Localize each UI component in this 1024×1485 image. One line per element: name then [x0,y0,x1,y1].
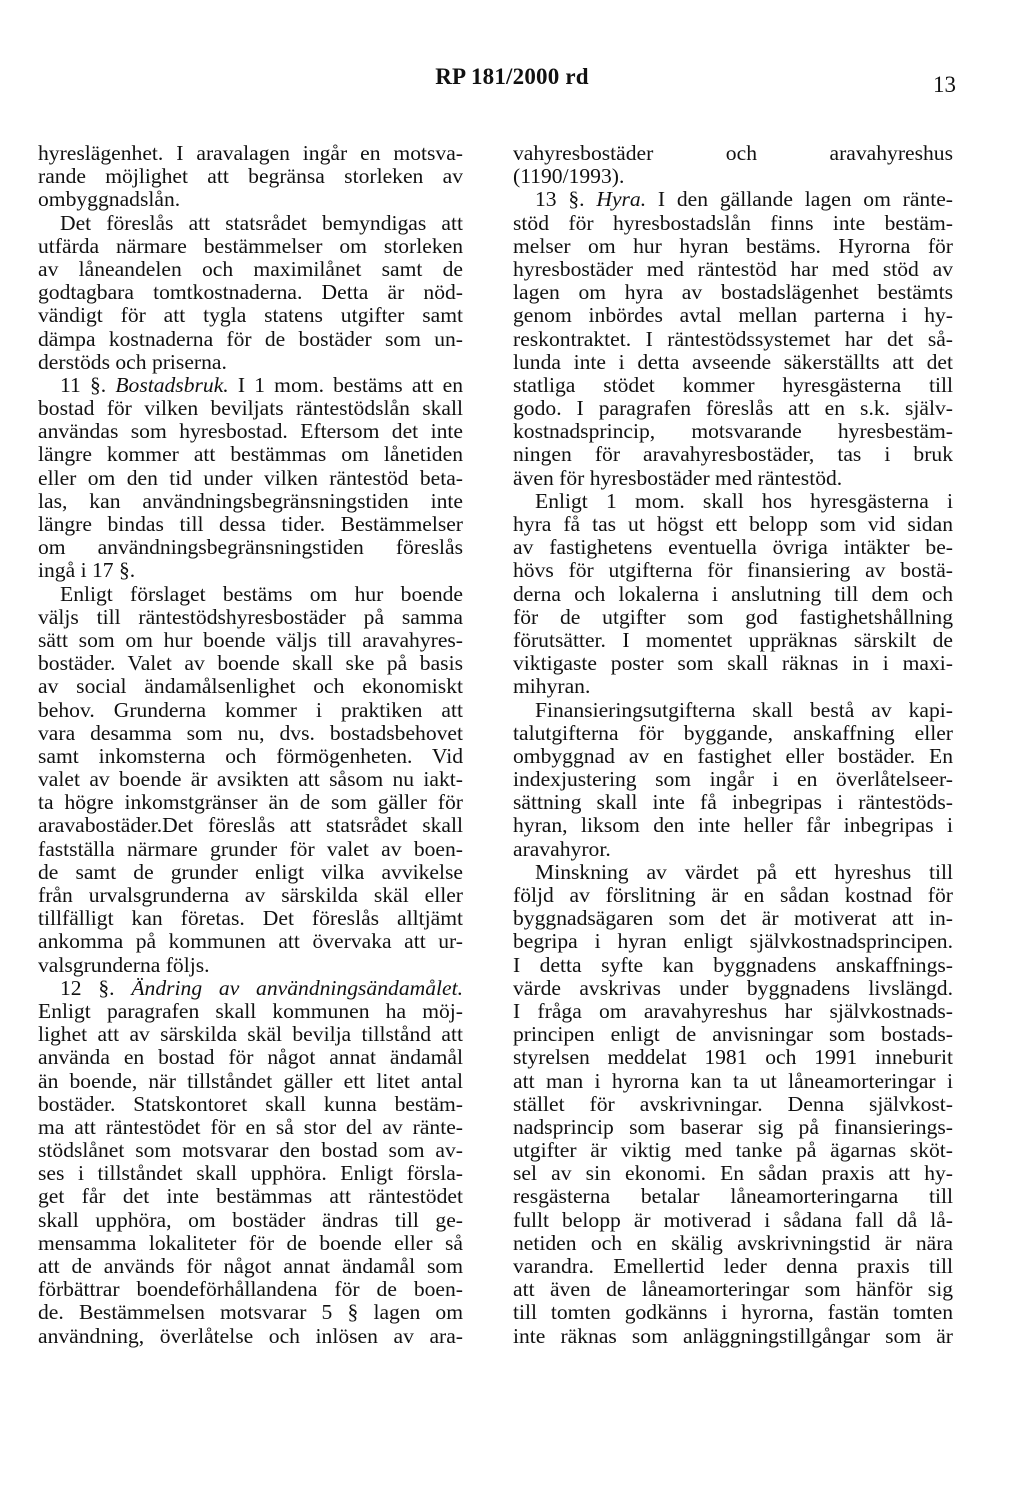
text-line [38,513,463,536]
text-line [513,1162,953,1185]
text-line [38,1070,463,1093]
text-line [38,212,463,235]
line-text: utfärda närmare bestämmelser om storleken [38,234,463,258]
line-text: Enligt förslaget bestäms om hur boende [60,582,463,606]
text-line [513,420,953,443]
line-text: lunda inte i detta avseende säkerställts att det [513,350,953,374]
line-text: ses i tillståndet skall upphöra. Enligt försla- [38,1162,463,1186]
line-text: stödslånet som motsvarar den bostad som av- [38,1139,463,1163]
line-text: ta högre inkomstgränser än de som gäller för [38,791,463,815]
text-line [38,930,463,953]
line-text: hyreslägenhet. I aravalagen ingår en motsva- [38,142,463,165]
line-text: aravahyror. [513,836,611,861]
text-line [513,513,953,536]
text-line [513,907,953,930]
text-line [513,1255,953,1278]
line-text: följd av förslitning är en sådan kostnad för [513,884,953,907]
text-line [513,536,953,559]
line-text: reskontraktet. I räntestödssystemet har det så- [513,327,953,351]
text-line [38,1046,463,1069]
text-line [513,328,953,351]
text-line [38,351,463,374]
text-line [513,652,953,675]
text-line [513,490,953,513]
text-line [38,699,463,722]
line-text: Enligt paragrafen skall kommunen ha möj- [38,999,463,1023]
text-line [38,977,463,1000]
line-text: att de används för något annat ändamål som [38,1255,463,1278]
text-line [38,490,463,513]
text-line [513,884,953,907]
line-text: till tomten godkänns i hyrorna, fastän tomten [513,1301,953,1325]
line-text: stället för avskrivningar. Denna självkost- [513,1092,953,1116]
text-line [513,1301,953,1324]
line-text: värde avskrivas under byggnadens livslängd. [513,976,953,1000]
text-line [38,1232,463,1255]
text-line [513,1116,953,1139]
line-text: nadsprincip som baserar sig på finansierings- [513,1115,953,1139]
text-line [513,258,953,281]
text-line [38,165,463,188]
left-column [38,142,463,1348]
line-text: 13 §. [535,188,597,212]
line-text: stöd för hyresbostadslån finns inte bestäm- [513,211,953,235]
line-text: valet av boende är avsikten att såsom nu iakt- [38,768,463,792]
line-text: de samt de grunder enligt vilka avvikelse [38,860,463,884]
line-text: att även de låneamorteringar som hänför sig [513,1278,953,1302]
text-line [38,1278,463,1301]
line-text: om användningsbegränsningstiden föreslås [38,536,463,560]
text-line [513,745,953,768]
line-text: melser om hur hyran bestäms. Hyrorna för [513,234,953,258]
text-line [38,1093,463,1116]
line-text: sel av sin ekonomi. En sådan praxis att hy- [513,1162,953,1186]
text-line [38,768,463,791]
line-text: ombyggnad av en fastighet eller bostäder. En [513,744,953,768]
text-line [513,1325,953,1348]
line-text: derna och lokalerna i anslutning till dem och [513,582,953,606]
text-line [38,536,463,559]
line-text: I 1 mom. bestäms att en [228,373,463,397]
line-text: även för hyresbostäder med räntestöd. [513,465,843,490]
text-line [513,304,953,327]
text-line [38,652,463,675]
document-id: RP 181/2000 rd [435,64,589,89]
line-text: hyran, liksom den inte heller får inbegripas i [513,814,953,838]
line-text: sättning skall inte få inbegripas i räntestöds- [513,791,953,815]
line-text: lagen om hyra av bostadslägenhet bestämts [513,281,953,305]
line-text: I detta syfte kan byggnadens anskaffnings- [513,953,953,977]
text-line [38,1023,463,1046]
text-line [513,351,953,374]
page-header [0,64,1024,100]
text-line [513,1139,953,1162]
line-text: användas som hyresbostad. Eftersom det inte [38,420,463,444]
section-heading: Hyra. [596,188,647,212]
line-text: hyresbostäder med räntestöd har med stöd av [513,257,953,281]
line-text: godo. I paragrafen föreslås att en s.k. själv- [513,397,953,421]
text-line [38,559,463,582]
line-text: statliga stödet kommer hyresgästerna till [513,373,953,397]
text-line [513,1209,953,1232]
line-text: än boende, när tillståndet gäller ett litet antal [38,1069,463,1093]
text-line [513,861,953,884]
text-line [38,304,463,327]
text-line [38,675,463,698]
text-line [38,328,463,351]
text-line [38,1162,463,1185]
line-text: netiden och en skälig avskrivningstid är nära [513,1231,953,1255]
line-text: samt inkomsterna och förmögenheten. Vid [38,744,463,768]
text-line [38,861,463,884]
section-heading: Bostadsbruk. [115,373,229,397]
text-line [513,1232,953,1255]
text-line [513,930,953,953]
text-line [513,281,953,304]
text-line [38,606,463,629]
text-line [513,165,953,188]
text-line [38,258,463,281]
text-line [38,583,463,606]
line-text: bostad för vilken beviljats räntestödslån skall [38,397,463,421]
line-text: 11 §. [60,373,116,397]
line-text: av social ändamålsenlighet och ekonomiskt [38,675,463,699]
line-text: de. Bestämmelsen motsvarar 5 § lagen om [38,1301,463,1325]
line-text: utgifter är viktig med tanke på ägarnas sköt- [513,1139,953,1163]
line-text: rande möjlighet att begränsa storleken av [38,165,463,189]
line-text: vändigt för att tygla statens utgifter samt [38,304,463,328]
text-line [513,629,953,652]
line-text: 12 §. [60,976,132,1000]
text-line [513,606,953,629]
line-text: användning, överlåtelse och inlösen av ara- [38,1324,463,1348]
text-line [513,1046,953,1069]
line-text: begripa i hyran enligt självkostnadsprincipen. [513,930,953,954]
text-line [38,1325,463,1348]
line-text: ankomma på kommunen att övervaka att ur- [38,930,463,954]
line-text: av låneandelen och maximilånet samt de [38,257,463,281]
text-line [513,212,953,235]
line-text: sätt som om hur boende väljs till aravahyres- [38,628,463,652]
text-line [513,977,953,1000]
line-text: förutsätter. I momentet uppräknas särskilt de [513,628,953,652]
line-text: eller om den tid under vilken räntestöd beta- [38,466,463,490]
text-line [38,838,463,861]
line-text: längre bindas till dessa tider. Bestämmelser [38,513,463,536]
text-line [513,675,953,698]
line-text: ombyggnadslån. [38,187,181,212]
line-text: bostäder. Valet av boende skall ske på basis [38,652,463,676]
right-column [513,142,953,1348]
text-line [38,814,463,837]
text-line [513,559,953,582]
line-text: valsgrunderna följs. [38,952,210,977]
line-text: vahyresbostäder och aravahyreshus [513,142,953,165]
line-text: förbättrar boendeförhållandena för de boen- [38,1278,463,1302]
text-line [513,1070,953,1093]
text-line [513,443,953,466]
line-text: fastställa närmare grunder för valet av boen- [38,837,463,861]
text-line [513,374,953,397]
line-text: resgästerna betalar låneamorteringarna till [513,1185,953,1209]
line-text: fullt belopp är motiverad i sådana fall då lå- [513,1208,953,1232]
text-line [513,954,953,977]
line-text: dämpa kostnaderna för de bostäder som un- [38,327,463,351]
text-line [513,699,953,722]
line-text: bostäder. Statskontoret skall kunna bestäm- [38,1092,463,1116]
text-line [513,1093,953,1116]
line-text: behov. Grunderna kommer i praktiken att [38,698,463,722]
text-line [513,142,953,165]
line-text: I fråga om aravahyreshus har självkostnads- [513,999,953,1023]
text-line [38,1000,463,1023]
text-line [513,768,953,791]
line-text: längre kommer att bestämmas om lånetiden [38,443,463,467]
line-text: mihyran. [513,674,591,699]
text-line [38,1255,463,1278]
section-heading: Ändring av användningsändamålet. [131,976,463,1000]
line-text: lighet att av särskilda skäl bevilja tillstånd att [38,1023,463,1047]
text-line [38,397,463,420]
line-text: av fastighetens eventuella övriga intäkter be- [513,536,953,560]
line-text: inte räknas som anläggningstillgångar som är [513,1324,953,1348]
line-text: ingå i 17 §. [38,558,136,583]
line-text: godtagbara tomtkostnaderna. Detta är nöd- [38,281,463,305]
line-text: Enligt 1 mom. skall hos hyresgästerna i [535,489,953,513]
text-line [38,1139,463,1162]
line-text: aravabostäder.Det föreslås att statsrådet skall [38,814,463,838]
text-line [38,188,463,211]
text-line [513,722,953,745]
text-line [513,1000,953,1023]
line-text: viktigaste poster som skall räknas in i maxi- [513,652,953,676]
text-line [38,1209,463,1232]
line-text: kostnadsprincip, motsvarande hyresbestäm- [513,420,953,444]
line-text: las, kan användningsbegränsningstiden inte [38,489,463,513]
text-line [38,235,463,258]
line-text: Finansieringsutgifterna skall bestå av kapi- [535,698,953,722]
line-text: byggnadsägaren som det är motiverat att in- [513,907,953,931]
text-line [38,907,463,930]
line-text: ma att räntestödet för en så stor del av ränte- [38,1115,463,1139]
line-text: hövs för utgifterna för finansiering av bostä- [513,559,953,583]
text-line [513,1023,953,1046]
text-line [38,142,463,165]
text-line [38,629,463,652]
line-text: Det föreslås att statsrådet bemyndigas att [60,211,463,235]
text-line [513,1278,953,1301]
line-text: hyra få tas ut högst ett belopp som vid sidan [513,513,953,536]
line-text: styrelsen meddelat 1981 och 1991 inneburit [513,1046,953,1070]
line-text: varandra. Emellertid leder denna praxis till [513,1255,953,1278]
text-line [38,420,463,443]
text-line [38,467,463,490]
line-text: skall upphöra, om bostäder ändras till ge- [38,1208,463,1232]
text-line [513,467,953,490]
line-text: genom inbördes avtal mellan parterna i hy- [513,304,953,328]
line-text: get får det inte bestämmas att räntestödet [38,1185,463,1209]
page-number: 13 [933,72,956,97]
text-line [38,745,463,768]
line-text: Minskning av värdet på ett hyreshus till [535,860,953,884]
text-line [38,1301,463,1324]
text-line [513,814,953,837]
text-line [38,791,463,814]
line-text: väljs till räntestödshyresbostäder på samma [38,605,463,629]
line-text: talutgifterna för byggande, anskaffning eller [513,721,953,745]
text-line [38,443,463,466]
text-line [38,1185,463,1208]
line-text: för de utgifter som god fastighetshållning [513,605,953,629]
line-text: från urvalsgrunderna av särskilda skäl eller [38,884,463,907]
line-text: tillfälligt kan företas. Det föreslås alltjämt [38,907,463,931]
text-line [38,1116,463,1139]
line-text: mensamma lokaliteter för de boende eller så [38,1231,463,1255]
line-text: ningen för aravahyresbostäder, tas i bruk [513,443,953,467]
text-line [38,954,463,977]
line-text: derstöds och priserna. [38,349,227,374]
line-text: principen enligt de anvisningar som bostads- [513,1023,953,1047]
text-line [513,397,953,420]
text-line [513,1185,953,1208]
line-text: använda en bostad för något annat ändamål [38,1046,463,1070]
text-line [513,838,953,861]
text-line [38,884,463,907]
text-line [513,188,953,211]
line-text: vara desamma som nu, dvs. bostadsbehovet [38,721,463,745]
text-line [513,791,953,814]
text-line [513,235,953,258]
text-line [38,281,463,304]
line-text: (1190/1993). [513,164,625,189]
text-line [38,374,463,397]
line-text: I den gällande lagen om ränte- [646,188,953,212]
text-line [513,583,953,606]
line-text: indexjustering som ingår i en överlåtelseer- [513,768,953,792]
text-line [38,722,463,745]
line-text: att man i hyrorna kan ta ut låneamorteringar i [513,1069,953,1093]
